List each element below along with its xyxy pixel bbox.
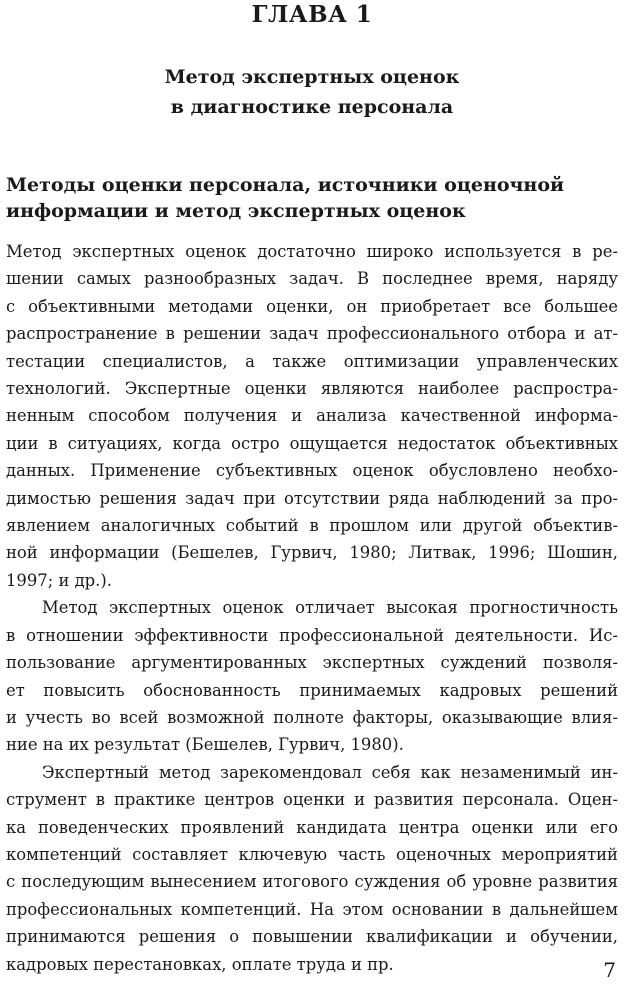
text-line: кадровых перестановках, оплате труда и пр. <box>6 954 394 974</box>
chapter-title-line: Метод экспертных оценок <box>164 66 460 88</box>
text-line: шении самых разнообразных задач. В последнее время, наряду <box>6 269 618 289</box>
section-heading <box>6 172 616 224</box>
text-line: в отношении эффективности профессиональной деятельности. Ис- <box>6 625 618 645</box>
text-line: компетенций составляет ключевую часть оценочных мероприятий <box>6 844 618 864</box>
section-heading-line: Методы оценки персонала, источники оценочной <box>6 174 565 196</box>
chapter-title <box>0 62 624 122</box>
text-line: технологий. Экспертные оценки являются наиболее распростра- <box>6 379 618 399</box>
body-text <box>6 238 618 978</box>
text-line: ной информации (Бешелев, Гурвич, 1980; Литвак, 1996; Шошин, <box>6 543 618 563</box>
text-line: пользование аргументированных экспертных суждений позволя- <box>6 653 618 673</box>
chapter-heading: ГЛАВА 1 <box>251 1 373 28</box>
text-line: ка поведенческих проявлений кандидата центра оценки или его <box>6 817 618 837</box>
text-line: ние на их результат (Бешелев, Гурвич, 1980). <box>6 735 404 755</box>
text-line: 1997; и др.). <box>6 570 112 590</box>
text-line: с последующим вынесением итогового суждения об уровне развития <box>6 872 618 892</box>
text-line: профессиональных компетенций. На этом основании в дальнейшем <box>6 899 618 919</box>
section-heading-line: информации и метод экспертных оценок <box>6 200 466 222</box>
text-line: с объективными методами оценки, он приобретает все большее <box>6 296 618 316</box>
text-line: и учесть во всей возможной полноте факторы, оказывающие влия- <box>6 707 618 727</box>
text-line: тестации специалистов, а также оптимизации управленческих <box>6 351 618 371</box>
text-line: данных. Применение субъективных оценок обусловлено необхо- <box>6 461 618 481</box>
text-line: димостью решения задач при отсутствии ряда наблюдений за про- <box>6 488 618 508</box>
text-line: струмент в практике центров оценки и развития персонала. Оцен- <box>6 790 618 810</box>
chapter-title-line: в диагностике персонала <box>170 96 454 118</box>
text-line: принимаются решения о повышении квалификации и обучении, <box>6 927 618 947</box>
text-line: явлением аналогичных событий в прошлом или другой объектив- <box>6 516 618 536</box>
text-line: ненным способом получения и анализа качественной информа- <box>6 406 618 426</box>
text-line: Метод экспертных оценок достаточно широко используется в ре- <box>6 242 618 261</box>
text-line: ет повысить обоснованность принимаемых кадровых решений <box>6 680 618 700</box>
text-line: распространение в решении задач профессионального отбора и ат- <box>6 324 618 344</box>
text-line: ции в ситуациях, когда остро ощущается недостаток объективных <box>6 433 618 453</box>
page-number: 7 <box>603 958 616 982</box>
text-line: Экспертный метод зарекомендовал себя как незаменимый ин- <box>42 762 618 782</box>
text-line: Метод экспертных оценок отличает высокая прогностичность <box>42 598 618 618</box>
